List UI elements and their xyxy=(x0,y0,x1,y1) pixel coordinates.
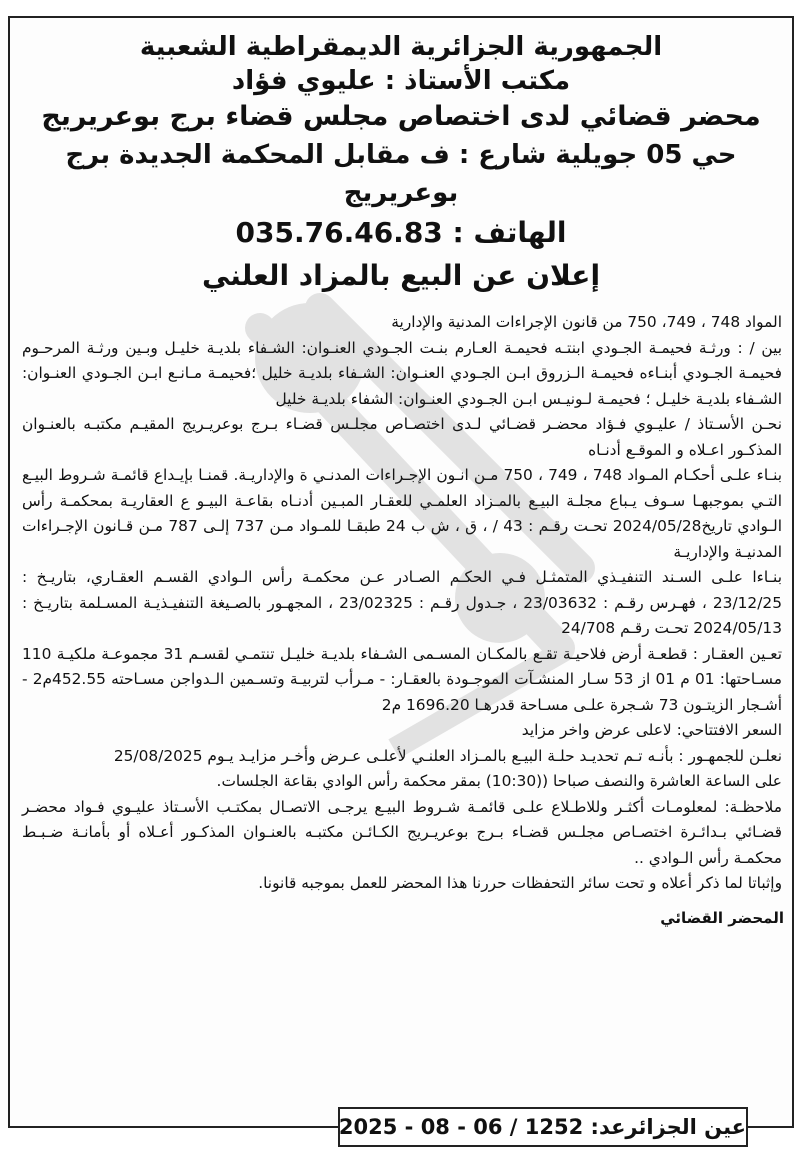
note-paragraph: ملاحظـة: لمعلومـات أكثـر وللاطـلاع علـى قائمـة شـروط البيـع يرجـى الاتصـال بمكتـب الأسـتاذ عليـوي فـواد محضـر قضـائي بـدائـرة اختصـاص مجلـس قضـاء بـرج بوعريـريج الكـائـن مكتبـه بالعنـوان المذكـور أعـلاه أو بأمانـة ضـبـط محكمـة رأس الـوادي .. xyxy=(22,797,782,867)
publication-reference: عين الجزائرعد: 1252 / 06 - 08 - 2025 xyxy=(338,1115,746,1139)
office-heading: مكتب الأستاذ : عليوي فؤاد xyxy=(231,66,571,96)
auction-time-paragraph: على الساعة العاشرة والنصف صباحا ((10:30) بمقر محكمة رأس الوادي بقاعة الجلسات. xyxy=(216,772,782,790)
office-address: حي 05 جويلية شارع : ف مقابل المحكمة الجديدة برج بوعريريج xyxy=(65,140,737,208)
letterhead xyxy=(10,30,792,298)
legal-articles: المواد 748 ، 749، 750 من قانون الإجراءات المدنية والإدارية xyxy=(391,313,782,331)
bailiff-title: محضر قضائي لدى اختصاص مجلس قضاء برج بوعريريج xyxy=(41,101,761,132)
judgment-paragraph: بنـاءا علـى السـند التنفيـذي المتمثـل فـي الحكـم الصـادر عـن محكمـة رأس الـوادي القسـم العقـاري، بتاريـخ : 23/12/25 ، فهـرس رقـم : 23/03632 ، جـدول رقـم : 23/02325 ، المجهـور بالصـيغة التنفيـذيـة المسـلمة بتاريـخ : 2024/05/13 تحـت رقـم 24/708 xyxy=(22,568,782,637)
opening-price: السعر الافتتاحي: لاعلى عرض واخر مزايد xyxy=(521,721,782,739)
bailiff-paragraph: نحـن الأسـتاذ / عليـوي فـؤاد محضـر قضـائي لـدى اختصـاص مجلـس قضـاء بـرج بوعريـريج المقيـم مكتبـه بالعنـوان المذكـور اعـلاه و الموقـع أدنـاه xyxy=(22,415,782,459)
publication-reference-box xyxy=(338,1107,748,1147)
phone-number: الهاتف : 035.76.46.83 xyxy=(235,216,567,249)
republic-heading: الجمهورية الجزائرية الديمقراطية الشعبية xyxy=(139,32,663,62)
parties-paragraph: بين / : ورثـة فحيمـة الجـودي ابنتـه فحيمـة العـارم بنـت الجـودي العنـوان: الشـفاء بلديـة خليـل وبـين ورثـة المرحـوم فحيمـة الجـودي أبنـاءه فحيمـة الـزروق ابـن الجـودي العنـوان: الشـفاء بلديـة خليل ؛فحيمـة مـانـع ابـن الجـودي العنـوان: الشـفاء بلديـة خليـل ؛ فحيمـة لـونيـس ابـن الجـودي العنـوان: الشفاء بلديـة خليل xyxy=(22,338,782,408)
auction-date-paragraph: نعلـن للجمهـور : بأنـه تـم تحديـد حلـة البيـع بالمـزاد العلنـي لأعلـى عـرض وأخـر مزايـد يـوم 25/08/2025 xyxy=(113,746,782,765)
deposit-paragraph: بنـاء علـى أحكـام المـواد 748 ، 749 ، 750 مـن انـون الإجـراءات المدنـي ة والإداريـة. قمنـا بإيـداع قائمـة شـروط البيـع التـي بموجبهـا سـوف يـباع مجلـة البيـع بالمـزاد العلمـي للعقـار المبـين أدنـاه بقاعـة البيـو ع العقاريـة بمحكمـة رأس الـوادي تاريخ2024/05/28 تحـت رقـم : 43 / ، ق ، ش ب 24 طبقـا للمـواد مـن 737 إلـى 787 مـن قـانون الإجـراءات المدنيـة والإداريـة xyxy=(22,466,782,561)
signature-label: المحضر القضائي xyxy=(660,908,784,927)
document-frame xyxy=(8,16,794,1128)
property-paragraph: تعـين العقـار : قطعـة أرض فلاحيـة تقـع بالمكـان المسـمى الشـفاء بلديـة خليـل تنتمـي لقسـم 31 مجموعـة ملكيـة 110 مسـاحتها: 01 م 01 از 53 سـار المنشـآت الموجـودة بالعقـار: - مـرأب لتربيـة وتسـمين الـدواجن مسـاحته 452.55م2 - أشـجار الزيتـون 73 شـجرة علـى مسـاحة قدرهـا 1696.20 م2 xyxy=(22,644,782,714)
notice-body xyxy=(10,310,792,897)
closing-paragraph: وإثباتا لما ذكر أعلاه و تحت سائر التحفظات حررنا هذا المحضر للعمل بموجبه قانونا. xyxy=(258,874,782,892)
notice-title: إعلان عن البيع بالمزاد العلني xyxy=(201,259,601,292)
